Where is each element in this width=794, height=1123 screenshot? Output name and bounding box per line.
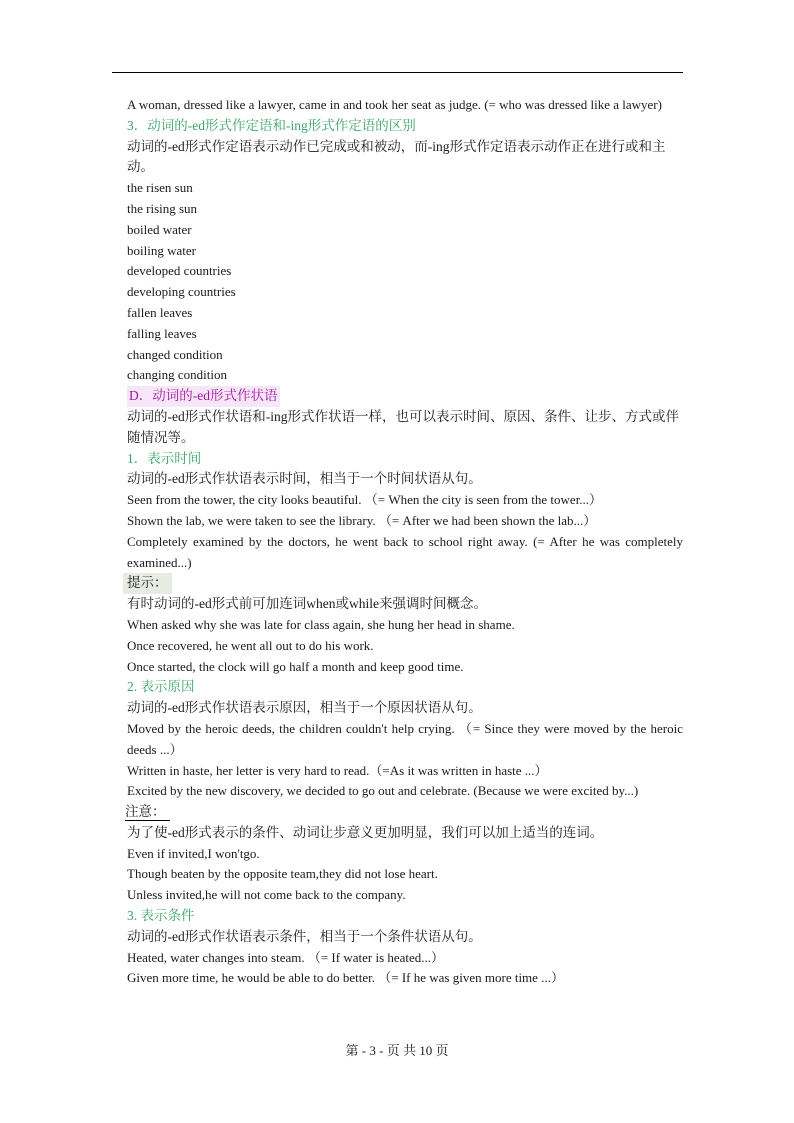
example-phrase: changing condition <box>127 367 228 383</box>
example-sentence: Written in haste, her letter is very hard to read.（=As it was written in haste ...） <box>127 762 548 778</box>
section-heading: 3．动词的-ed形式作定语和-ing形式作定语的区别 <box>127 117 416 133</box>
header-rule <box>112 72 683 73</box>
subsection-heading: 1．表示时间 <box>127 450 202 466</box>
example-sentence: Unless invited,he will not come back to the company. <box>127 887 406 903</box>
subsection-heading: 2. 表示原因 <box>127 679 195 695</box>
example-sentence: Shown the lab, we were taken to see the library. （= After we had been shown the lab...） <box>127 512 597 528</box>
document-body <box>113 95 683 989</box>
example-phrase: falling leaves <box>127 325 197 341</box>
explanation-text: 有时动词的-ed形式前可加连词when或while来强调时间概念。 <box>127 596 487 612</box>
example-phrase: the risen sun <box>127 180 193 196</box>
example-phrase: boiling water <box>127 242 196 258</box>
example-phrase: changed condition <box>127 346 223 362</box>
note-label: 注意： <box>125 804 170 821</box>
explanation-text: 动词的-ed形式作状语和-ing形式作状语一样，也可以表示时间、原因、条件、让步、方式或伴随情况等。 <box>127 408 679 445</box>
example-phrase: boiled water <box>127 221 192 237</box>
subsection-heading: 3. 表示条件 <box>127 908 195 924</box>
explanation-text: 动词的-ed形式作状语表示原因，相当于一个原因状语从句。 <box>127 700 482 716</box>
example-phrase: fallen leaves <box>127 304 193 320</box>
explanation-text: 动词的-ed形式作状语表示时间，相当于一个时间状语从句。 <box>127 471 482 487</box>
example-phrase: the rising sun <box>127 200 198 216</box>
example-sentence: When asked why she was late for class again, she hung her head in shame. <box>127 616 515 632</box>
page-footer: 第 - 3 - 页 共 10 页 <box>345 1043 449 1058</box>
example-sentence: Heated, water changes into steam. （= If water is heated...） <box>127 949 445 965</box>
example-sentence: Once started, the clock will go half a month and keep good time. <box>127 658 464 674</box>
section-d-heading: D．动词的-ed形式作状语 <box>127 386 280 407</box>
example-sentence: Even if invited,I won'tgo. <box>127 845 260 861</box>
example-sentence: A woman, dressed like a lawyer, came in and took her seat as judge. (= who was dressed like a lawyer) <box>127 97 662 112</box>
explanation-text: 动词的-ed形式作定语表示动作已完成或和被动，而-ing形式作定语表示动作正在进行或和主动。 <box>127 138 666 175</box>
tip-label: 提示： <box>123 573 172 594</box>
example-sentence: Seen from the tower, the city looks beautiful. （= When the city is seen from the tower...） <box>127 492 603 508</box>
example-sentence: Though beaten by the opposite team,they did not lose heart. <box>127 866 438 882</box>
explanation-text: 动词的-ed形式作状语表示条件，相当于一个条件状语从句。 <box>127 928 482 944</box>
example-sentence: Excited by the new discovery, we decided to go out and celebrate. (Because we were excited by...) <box>127 783 639 799</box>
explanation-text: 为了使-ed形式表示的条件、动词让步意义更加明显，我们可以加上适当的连词。 <box>127 824 604 840</box>
example-phrase: developed countries <box>127 263 232 279</box>
example-phrase: developing countries <box>127 284 236 300</box>
example-sentence: Given more time, he would be able to do better. （= If he was given more time ...） <box>127 970 564 986</box>
example-sentence: Completely examined by the doctors, he went back to school right away. (= After he was completely examined...) <box>127 533 683 570</box>
example-sentence: Once recovered, he went all out to do his work. <box>127 637 374 653</box>
example-sentence: Moved by the heroic deeds, the children couldn't help crying. （= Since they were moved by the heroic deeds ...） <box>127 720 683 757</box>
